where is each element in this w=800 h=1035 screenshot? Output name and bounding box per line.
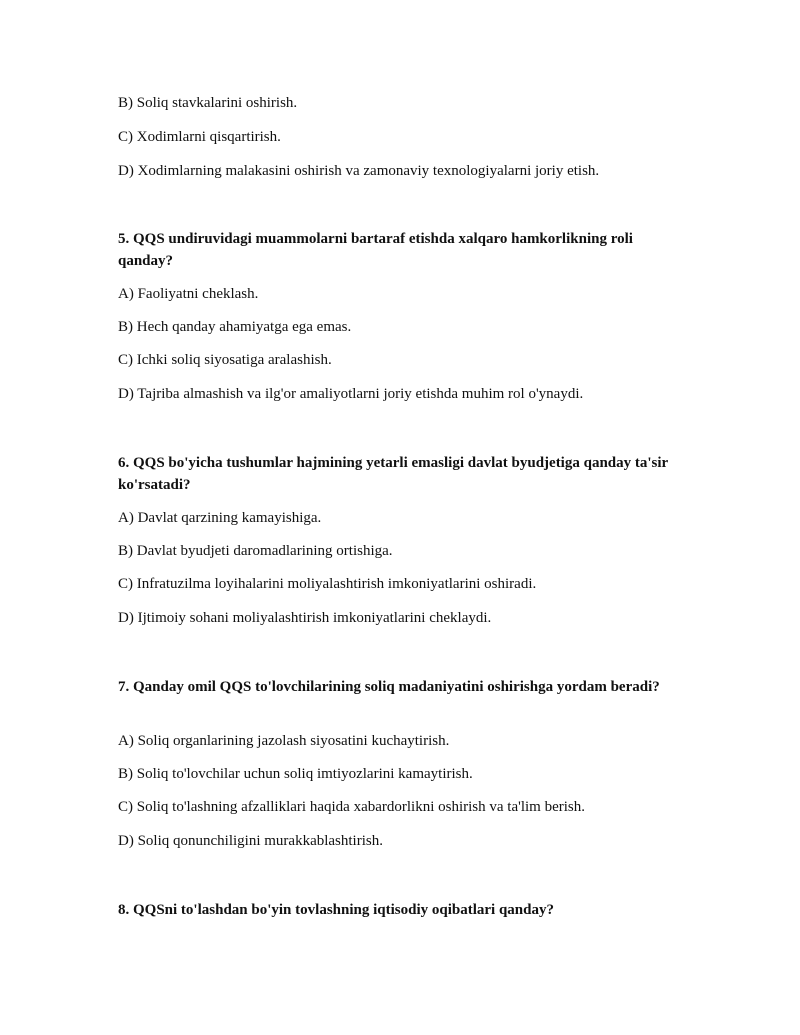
answer-option-4c: C) Xodimlarni qisqartirish.	[118, 129, 281, 145]
answer-option-5d: D) Tajriba almashish va ilg'or amaliyotlarni joriy etishda muhim rol o'ynaydi.	[118, 386, 584, 402]
answer-option-5a: A) Faoliyatni cheklash.	[118, 286, 259, 302]
question-5-title: 5. QQS undiruvidagi muammolarni bartaraf etishda xalqaro hamkorlikning roli qanday?	[118, 231, 633, 269]
answer-option-6b: B) Davlat byudjeti daromadlarining ortishiga.	[118, 543, 393, 559]
question-6-title: 6. QQS bo'yicha tushumlar hajmining yetarli emasligi davlat byudjetiga qanday ta'sir ko'rsatadi?	[118, 455, 668, 493]
answer-option-7b: B) Soliq to'lovchilar uchun soliq imtiyozlarini kamaytirish.	[118, 766, 473, 782]
answer-option-4b: B) Soliq stavkalarini oshirish.	[118, 95, 298, 111]
question-7-title: 7. Qanday omil QQS to'lovchilarining soliq madaniyatini oshirishga yordam beradi?	[118, 679, 660, 695]
answer-option-6a: A) Davlat qarzining kamayishiga.	[118, 510, 322, 526]
answer-option-7d: D) Soliq qonunchiligini murakkablashtirish.	[118, 833, 383, 849]
answer-option-5c: C) Ichki soliq siyosatiga aralashish.	[118, 352, 332, 368]
answer-option-4d: D) Xodimlarning malakasini oshirish va zamonaviy texnologiyalarni joriy etish.	[118, 163, 600, 179]
answer-option-5b: B) Hech qanday ahamiyatga ega emas.	[118, 319, 352, 335]
question-8-title: 8. QQSni to'lashdan bo'yin tovlashning iqtisodiy oqibatlari qanday?	[118, 902, 554, 918]
answer-option-6d: D) Ijtimoiy sohani moliyalashtirish imkoniyatlarini cheklaydi.	[118, 610, 492, 626]
answer-option-7a: A) Soliq organlarining jazolash siyosatini kuchaytirish.	[118, 733, 450, 749]
answer-option-6c: C) Infratuzilma loyihalarini moliyalashtirish imkoniyatlarini oshiradi.	[118, 576, 537, 592]
answer-option-7c: C) Soliq to'lashning afzalliklari haqida xabardorlikni oshirish va ta'lim berish.	[118, 799, 585, 815]
